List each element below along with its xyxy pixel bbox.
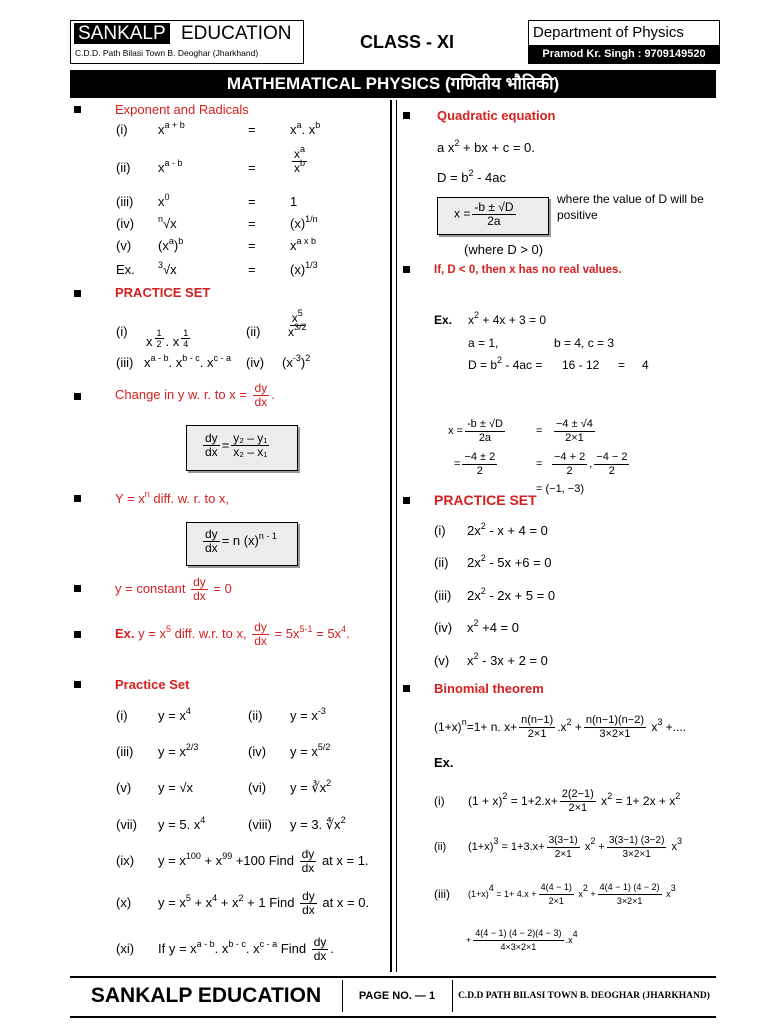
yxn-text: $Y = x^n$ diff. w. r. to x, xyxy=(115,489,230,506)
binomial-ex-iii: (iii) $(1+x)^4 = 1+ 4.x$ + $\frac{4(4 - 1)}{2\times 1}$ $x^2$ + $\frac{4(4 - 1) (4 - 2)}{3\times 2\times 1}$ $x^3$ xyxy=(434,882,676,907)
exp-row-ex: Ex. $^3$√x = $(x)^{1/3}$ xyxy=(116,260,318,277)
brand-right: EDUCATION xyxy=(181,23,292,44)
page-title: MATHEMATICAL PHYSICS (गणितीय भौतिकी) xyxy=(226,74,560,93)
change-text: Change in y w. r. to x = $\frac{dy}{dx}$ . xyxy=(115,381,275,410)
practice-right-iv: (iv) $x^2 +4 = 0$ xyxy=(434,618,519,635)
department: Department of Physics xyxy=(533,24,684,41)
column-divider xyxy=(390,100,392,972)
p1-row-2: (iii) $x^{a - b}$. $x^{b - c}$. $x^{c - a}$ (iv) $(x^{-3})^2$ xyxy=(116,353,311,370)
p2-row-3: (v) y = √x (vi) $y = ∛x^2$ xyxy=(116,778,332,795)
binomial-ex-i: (i) $(1 + x)^2 = 1+2.x+$ $\frac{2(2-1)}{2\times 1}$ $x^2 = 1+ 2x + x^2$ xyxy=(434,788,681,815)
solution-1: x = $\frac{-b \pm √D}{2a}$ = $\frac{-4 \pm √4}{2\times 1}$ xyxy=(448,417,593,444)
teacher: Pramod Kr. Singh : 9709149520 xyxy=(529,45,719,63)
binomial-title: Binomial theorem xyxy=(434,681,544,696)
practice-right-i: (i) $2x^2 - x + 4 = 0$ xyxy=(434,521,548,538)
column-divider-2 xyxy=(396,100,397,972)
exp-row-iv: (iv) $^n$√x = $(x)^{1/n}$ xyxy=(116,214,318,231)
power-rule-box: $\frac{dy}{dx}$ = n $(x)^{n - 1}$ xyxy=(186,522,298,566)
bullet xyxy=(403,266,410,273)
bullet xyxy=(74,290,81,297)
const-text: y = constant $\frac{dy}{dx}$ = 0 xyxy=(115,575,232,604)
exp-row-v: (v) $(x^a)^b$ = $x^{a x b}$ xyxy=(116,236,317,253)
binomial-ex-ii: (ii) $(1+x)^3 = 1+3.x+$ $\frac{3(3-1)}{2\times 1}$ $x^2$ + $\frac{3(3-1) (3-2)}{3\times 2\times 1}$ $x^3$ xyxy=(434,834,682,860)
header xyxy=(70,18,718,72)
footer-brand: SANKALP EDUCATION xyxy=(70,980,343,1012)
page-number: PAGE NO. — 1 xyxy=(342,980,453,1012)
practice-right-iii: (iii) $2x^2 - 2x + 5 = 0$ xyxy=(434,586,556,603)
solution-final: = (−1, −3) xyxy=(536,483,585,495)
quad-eq: a $x^2$ + bx + c = 0. xyxy=(437,138,535,155)
ex-discriminant: $D = b^2 - 4ac$ = 16 - 12 = 4 xyxy=(468,355,649,372)
bullet xyxy=(74,495,81,502)
exp-row-ii: (ii) $x^{a - b}$ = $\frac{x^a}{x^b}$ xyxy=(116,144,306,175)
binomial-ex-label: Ex. xyxy=(434,755,454,770)
class-label: CLASS - XI xyxy=(360,32,455,52)
formula-note: where the value of D will be positive xyxy=(557,192,704,222)
derivative-box: $\frac{dy}{dx}$ = $\frac{\text{y₂ – y₁}}{\text{x₂ – x₁}}$ xyxy=(186,425,298,471)
p2-row-x: (x) $y = x^5 + x^4 + x^2 + 1$ Find $\frac{dy}{dx}$ at x = 0. xyxy=(116,889,370,918)
practice2-title: Practice Set xyxy=(115,677,190,692)
p2-row-4: (vii) y = 5. $x^4$ (viii) y = 3. $∜x^2$ xyxy=(116,815,346,832)
practice1-title: PRACTICE SET xyxy=(115,285,211,300)
footer-address: C.D.D PATH BILASI TOWN B. DEOGHAR (JHARKHAND) xyxy=(458,991,710,1001)
ex-eq: Ex. $x^2 + 4x + 3 = 0$ xyxy=(434,310,547,327)
department-box xyxy=(528,20,720,64)
exp-row-iii: (iii) $x^0$ = 1 xyxy=(116,192,298,209)
p1-row-1: (i) x $\frac{1}{2}$ . x $\frac{1}{4}$ (ii) $\frac{x^5}{x^{3/2}}$ xyxy=(116,308,307,349)
bullet xyxy=(403,497,410,504)
bullet xyxy=(403,112,410,119)
p2-row-ix: (ix) $y = x^{100} + x^{99} +100$ Find $\frac{dy}{dx}$ at x = 1. xyxy=(116,847,369,876)
p2-row-1: (i) $y = x^4$ (ii) $y = x^{-3}$ xyxy=(116,706,326,723)
solution-2: = $\frac{-4 \pm 2}{2}$ = $\frac{-4 + 2}{2}$ , $\frac{-4 - 2}{2}$ xyxy=(454,450,628,477)
exp-row-i: (i) $x^{a + b}$ = $x^a$. $x^b$ xyxy=(116,120,321,137)
bullet xyxy=(74,393,81,400)
bullet xyxy=(403,685,410,692)
bullet xyxy=(74,631,81,638)
p2-row-2: (iii) $y = x^{2/3}$ (iv) $y = x^{5/2}$ xyxy=(116,742,331,759)
where-note: (where D > 0) xyxy=(464,242,544,257)
quadratic-formula-box: x = $\frac{-b \pm √D}{2a}$ xyxy=(437,197,549,235)
footer xyxy=(70,976,716,1018)
brand-address: C.D.D. Path Bilasi Town B. Deoghar (Jharkhand) xyxy=(75,48,259,58)
ex-coef: a = 1, b = 4, c = 3 xyxy=(468,336,615,350)
practice-right-v: (v) $x^2 - 3x + 2 = 0$ xyxy=(434,651,548,668)
bullet xyxy=(74,106,81,113)
ex-power: Ex. $y = x^5$ diff. w.r. to x, $\frac{dy}{dx}$ = $5x^{5-1} = 5x^4$. xyxy=(115,620,350,649)
practice-right-title: PRACTICE SET xyxy=(434,492,537,508)
binomial-formula: $(1+x)^n=1+ n$. x+ $\frac{n(n-1)}{2\times 1}$ $.x^2$ + $\frac{n(n-1)(n-2)}{3\times 2\times 1}$ $x^3$ +.... xyxy=(434,714,687,741)
discriminant: $D = b^2 - 4ac$ xyxy=(437,168,506,185)
title-bar xyxy=(70,70,716,98)
brand-logo xyxy=(70,20,304,64)
p2-row-xi: (xi) If $y = x^{a - b}$. $x^{b - c}$. $x^{c - a}$ Find $\frac{dy}{dx}$ . xyxy=(116,935,335,964)
no-real-values: If, D < 0, then x has no real values. xyxy=(434,264,622,276)
bullet xyxy=(74,681,81,688)
binomial-ex-iii-cont: + $\frac{4(4 - 1) (4 - 2)(4 - 3)}{4\times 3\times 2\times 1}$ $.x^4$ xyxy=(466,928,578,953)
quad-title: Quadratic equation xyxy=(437,108,556,123)
exp-title: Exponent and Radicals xyxy=(115,102,249,117)
brand-left: SANKALP xyxy=(74,23,170,44)
bullet xyxy=(74,585,81,592)
practice-right-ii: (ii) $2x^2 - 5x +6 = 0$ xyxy=(434,553,552,570)
